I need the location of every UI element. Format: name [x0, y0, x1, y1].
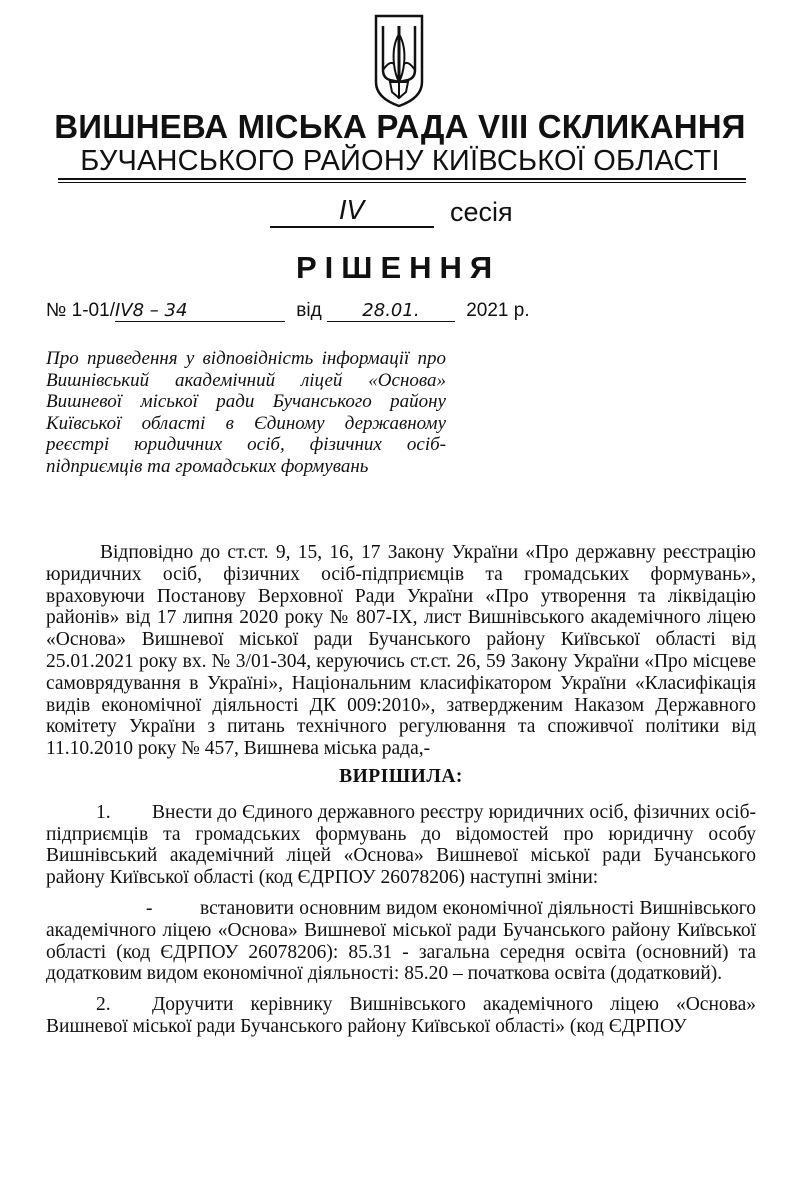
number-prefix: № 1-01/ [46, 300, 115, 321]
decision-title: РІШЕННЯ [296, 250, 501, 285]
list-item [46, 994, 756, 1038]
resolved-heading: ВИРІШИЛА: [339, 765, 463, 787]
item-text: встановити основним видом економічної діяльності Вишнівського академічного ліцею «Основа» Вишневої міської ради Бучанського району Київської області (код ЄДРПОУ 26078206): 85.31 - загальна середня освіта (основний) та додатковим видом економічної діяльності: 85.20 – початкова освіта (додатковий). [46, 897, 756, 985]
session-line [270, 196, 570, 228]
list-item [46, 802, 756, 889]
list-item [46, 898, 756, 985]
item-text: Внести до Єдиного державного реєстру юридичних осіб, фізичних осіб-підприємців та громадських формувань до відомостей про юридичну особу Вишнівський академічний ліцей «Основа» Вишневої міської ради Бучанського району Київської області (код ЄДРПОУ 26078206) наступні зміни: [46, 801, 756, 889]
date-prefix: від [296, 300, 322, 321]
document-body [46, 542, 756, 1047]
number-handwritten: IV8 – 34 [115, 300, 285, 322]
date-handwritten: 28.01. [327, 300, 455, 322]
trident-emblem-icon [368, 12, 430, 108]
council-name: ВИШНЕВА МІСЬКА РАДА VIII СКЛИКАННЯ [54, 108, 746, 145]
item-text: Доручити керівнику Вишнівського академічного ліцею «Основа» Вишневої міської ради Бучанського району Київської області» (код ЄДРПОУ [46, 994, 756, 1037]
header-rule-thin [58, 182, 746, 183]
preamble: Відповідно до ст.ст. 9, 15, 16, 17 Закону України «Про державну реєстрацію юридичних осіб, фізичних осіб-підприємців та громадських формувань», враховуючи Постанову Верховної Ради України «Про утворення та ліквідацію районів» від 17 липня 2020 року № 807-IX, лист Вишнівського академічного ліцею «Основа» Вишневої міської ради Бучанського району Київської області від 25.01.2021 року вх. № 3/01-304, керуючись ст.ст. 26, 59 Закону України «Про місцеве самоврядування в Україні», Національним класифікатором України «Класифікація видів економічної діяльності ДК 009:2010», затвердженим Наказом Державного комітету України з питань технічного регулювання та споживчої політики від 11.10.2010 року № 457, Вишнева міська рада,- [46, 542, 756, 760]
year: 2021 р. [466, 300, 530, 321]
council-district: БУЧАНСЬКОГО РАЙОНУ КИЇВСЬКОЇ ОБЛАСТІ [80, 145, 720, 177]
item-number: 2. [96, 994, 111, 1016]
decision-number-line [46, 300, 746, 322]
item-number: 1. [96, 801, 111, 823]
item-bullet: - [146, 897, 153, 919]
session-number: IV [270, 196, 434, 228]
decision-subject: Про приведення у відповідність інформації про Вишнівський академічний ліцей «Основа» Вишневої міської ради Бучанського району Київської області в Єдиному державному реєстрі юридичних осіб, фізичних осіб-підприємців та громадських формувань [46, 348, 446, 477]
header-rule [58, 178, 746, 180]
session-label: сесія [450, 197, 513, 227]
